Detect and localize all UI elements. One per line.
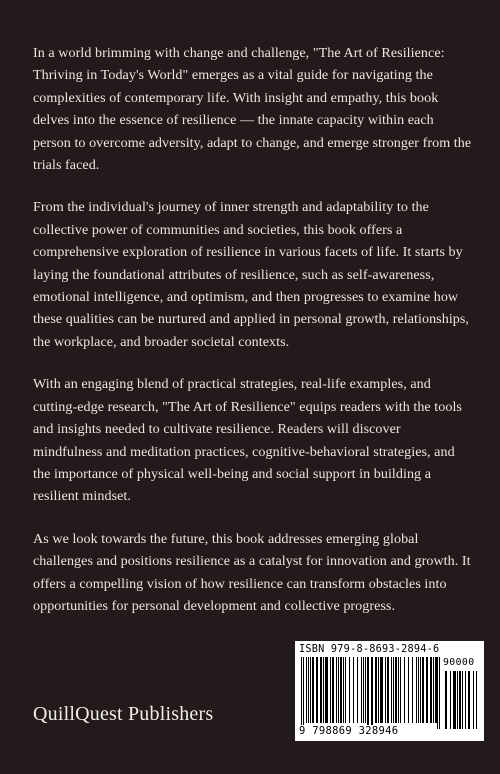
barcode-addon-bar	[457, 671, 458, 729]
barcode-addon-bar	[462, 671, 463, 729]
publisher-name: QuillQuest Publishers	[33, 703, 214, 725]
blurb-paragraph: From the individual's journey of inner strength and adaptability to the collective power of communities and societies, this book offers a comprehensive exploration of resilience in various facets of life. It starts by laying the foundational attributes of resilience, such as self-awareness, emotional intelligence, and optimism, and then progresses to examine how these qualities can be nurtured and applied in personal growth, relationships, the workplace, and broader societal contexts.	[33, 199, 469, 350]
barcode-bar	[400, 657, 401, 723]
barcode-bar	[343, 657, 344, 723]
barcode-bar	[430, 657, 432, 723]
barcode-bar	[398, 657, 399, 723]
barcode-bar	[395, 657, 397, 723]
barcode-bar	[332, 657, 334, 723]
barcode-bar	[378, 657, 379, 723]
isbn-text: ISBN 979-8-8693-2894-6	[299, 644, 440, 655]
barcode-bar	[316, 657, 318, 723]
barcode-bar	[387, 657, 389, 723]
barcode-addon-bar	[476, 671, 477, 729]
barcode-bar	[345, 657, 346, 723]
barcode-bar	[418, 657, 419, 723]
barcode-bar	[357, 657, 358, 723]
barcode-bar	[308, 657, 309, 723]
barcode-bar	[306, 657, 307, 723]
barcode-bar	[340, 657, 342, 723]
blurb-paragraph: With an engaging blend of practical strategies, real-life examples, and cutting-edge research, "The Art of Resilience" equips readers with the tools and insights needed to cultivate resilience. Readers will discover mindfulness and meditation practices, cognitive-behavioral strategies, and the importance of physical well-being and social support in building a resilient mindset.	[33, 376, 462, 505]
barcode-bar	[380, 657, 383, 723]
barcode-addon-bar	[468, 671, 470, 729]
barcode-bar	[371, 657, 373, 729]
barcode-bar	[385, 657, 386, 723]
barcode-bar	[437, 657, 438, 729]
barcode-bar	[320, 657, 322, 723]
barcode-bar	[393, 657, 394, 723]
barcode-bar	[412, 657, 413, 723]
barcode-bar	[408, 657, 409, 723]
barcode-addon-bar	[465, 671, 466, 729]
barcode-bar	[404, 657, 405, 723]
barcode-bar	[422, 657, 424, 723]
barcode-bars	[299, 657, 480, 735]
barcode-bar	[323, 657, 324, 723]
barcode-addon-text: 90000	[443, 657, 475, 668]
barcode-addon-bar	[473, 671, 474, 729]
barcode-addon-bar	[459, 671, 461, 729]
isbn-barcode	[295, 641, 484, 741]
barcode-bar	[325, 657, 328, 723]
blurb-paragraph: In a world brimming with change and challenge, "The Art of Resilience: Thriving in Today's World" emerges as a vital guide for navigating the complexities of contemporary life. With insight and empathy, this book delves into the essence of resilience — the innate capacity within each person to overcome adversity, adapt to change, and emerge stronger from the trials faced.	[33, 45, 472, 174]
barcode-bar	[303, 657, 304, 729]
barcode-bar	[416, 657, 417, 723]
barcode-bar	[420, 657, 421, 723]
barcode-addon-bar	[445, 671, 447, 729]
barcode-bar	[312, 657, 314, 723]
barcode-bar	[301, 657, 302, 729]
barcode-bar	[338, 657, 339, 723]
barcode-bar	[336, 657, 337, 723]
barcode-bar	[330, 657, 331, 723]
barcode-bar	[426, 657, 428, 723]
ean-digits: 9 798869 328946	[299, 725, 399, 737]
barcode-bar	[310, 657, 311, 723]
back-cover-blurb	[33, 42, 473, 637]
barcode-addon-bar	[450, 671, 451, 729]
barcode-bar	[391, 657, 392, 723]
blurb-paragraph: As we look towards the future, this book addresses emerging global challenges and positions resilience as a catalyst for innovation and growth. It offers a compelling vision of how resilience can transform obstacles into opportunities for personal development and collective progress.	[33, 530, 471, 614]
barcode-bar	[439, 657, 440, 729]
barcode-bar	[375, 657, 377, 723]
barcode-bar	[353, 657, 354, 723]
barcode-bar	[365, 657, 366, 723]
barcode-addon-bar	[453, 671, 456, 729]
barcode-bar	[433, 657, 434, 723]
barcode-bar	[363, 657, 364, 723]
barcode-bar	[361, 657, 362, 723]
barcode-bar	[367, 657, 369, 729]
barcode-bar	[349, 657, 350, 723]
